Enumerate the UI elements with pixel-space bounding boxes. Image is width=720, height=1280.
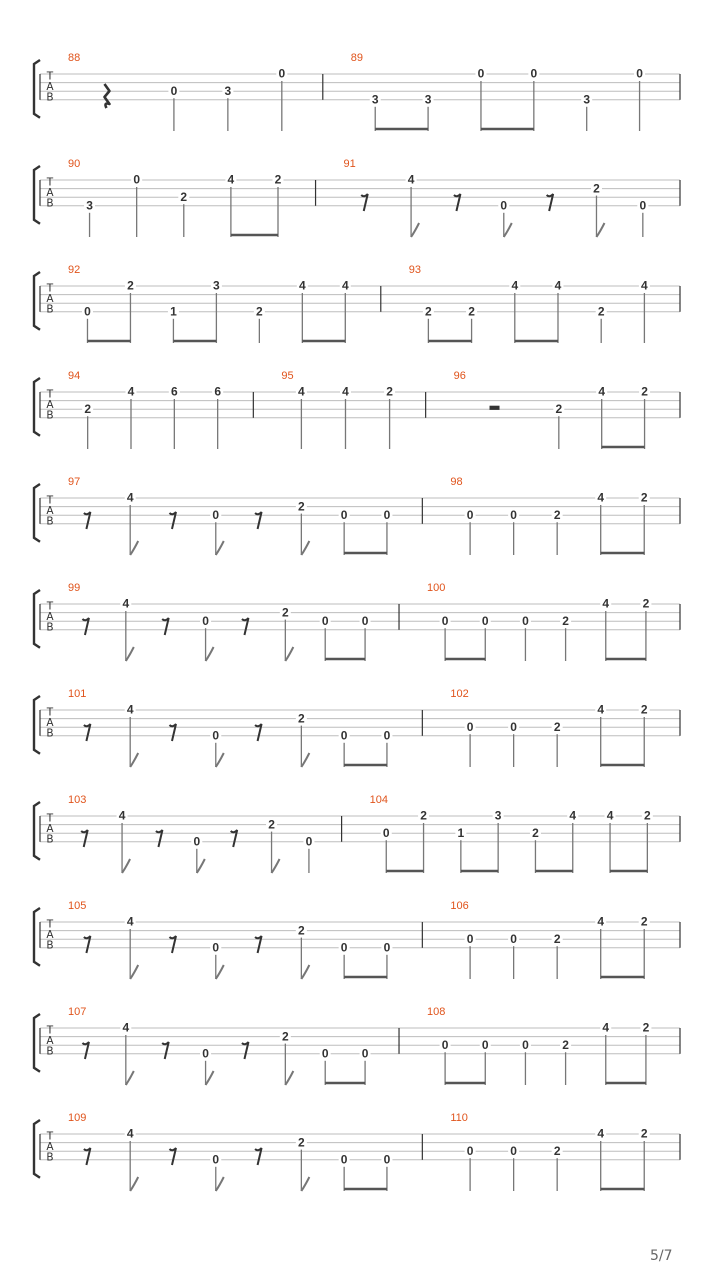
fret-number: 2 [640,914,648,929]
fret-number: 4 [227,172,235,187]
tab-clef-letter: T [46,600,54,613]
fret-number: 4 [598,384,606,399]
tab-clef-letter: A [46,187,54,200]
eighth-flag [130,1177,138,1191]
fret-number: 2 [180,189,188,204]
eighth-rest [84,512,91,529]
fret-number: 6 [214,384,222,399]
fret-number: 0 [340,507,348,522]
tab-clef-letter: B [46,515,54,528]
fret-number: 2 [553,507,561,522]
tab-clef-letter: A [46,611,54,624]
fret-number: 0 [278,66,286,81]
eighth-rest [255,512,262,529]
fret-number: 0 [212,507,220,522]
fret-number: 2 [84,401,92,416]
fret-number: 2 [642,596,650,611]
fret-number: 1 [457,825,465,840]
measure-number: 89 [350,52,364,64]
fret-number: 4 [341,278,349,293]
eighth-flag [216,541,224,555]
fret-number: 0 [466,931,474,946]
tab-clef-letter: B [46,621,54,634]
fret-number: 4 [407,172,415,187]
fret-number: 0 [202,1046,209,1061]
fret-number: 0 [383,507,391,522]
eighth-rest [242,618,249,635]
fret-number: 0 [340,940,348,955]
eighth-flag [301,753,309,767]
tab-clef-letter: A [46,929,54,942]
eighth-rest [255,1148,262,1165]
fret-number: 2 [274,172,282,187]
tab-clef-letter: B [46,833,54,846]
system-bracket [34,1120,40,1178]
system-bracket [34,484,40,542]
eighth-rest [169,512,176,529]
fret-number: 0 [305,834,313,849]
fret-number: 2 [268,817,275,832]
fret-number: 3 [583,92,591,107]
fret-number: 1 [170,304,177,319]
measure-number: 107 [68,1006,87,1018]
eighth-flag [130,965,138,979]
eighth-rest [84,936,91,953]
eighth-flag [216,965,224,979]
fret-number: 2 [298,499,305,514]
fret-number: 0 [170,83,178,98]
measure-number: 103 [68,794,87,806]
fret-number: 2 [553,1143,561,1158]
measure-number: 105 [68,900,87,912]
fret-number: 2 [642,1020,650,1035]
fret-number: 0 [466,1143,474,1158]
measure-number: 88 [68,52,81,64]
tab-clef-letter: A [46,1035,54,1048]
fret-number: 0 [383,940,391,955]
fret-number: 4 [298,278,306,293]
eighth-flag [285,1071,293,1085]
fret-number: 2 [281,605,289,620]
fret-number: 2 [281,1029,289,1044]
fret-number: 4 [342,384,349,399]
fret-number: 2 [298,1135,305,1150]
fret-number: 0 [522,1037,529,1052]
measure-number: 98 [450,476,463,488]
eighth-rest [162,1042,169,1059]
fret-number: 2 [555,401,563,416]
system-bracket [34,378,40,436]
eighth-flag [130,753,138,767]
fret-number: 0 [193,834,201,849]
fret-number: 2 [593,181,600,196]
measure-number: 102 [450,688,469,700]
system-bracket [34,590,40,648]
eighth-rest [156,830,163,847]
tab-clef-letter: B [46,197,54,210]
system-bracket [34,696,40,754]
fret-number: 4 [597,702,605,717]
fret-number: 2 [298,923,305,938]
measure-number: 110 [450,1112,468,1124]
eighth-rest [361,194,368,211]
tab-clef-letter: T [46,918,54,931]
eighth-rest [169,1148,176,1165]
tab-clef-letter: A [46,823,54,836]
system-bracket [34,272,40,330]
fret-number: 0 [340,728,348,743]
fret-number: 4 [122,596,130,611]
fret-number: 3 [371,92,379,107]
measure-number: 100 [427,582,446,594]
eighth-flag [301,1177,309,1191]
tab-clef-letter: T [46,70,54,83]
eighth-flag [301,965,309,979]
tab-clef-letter: T [46,176,54,189]
fret-number: 0 [212,1152,220,1167]
fret-number: 2 [425,304,432,319]
half-rest [490,406,500,410]
fret-number: 2 [127,278,134,293]
fret-number: 0 [477,66,485,81]
fret-number: 3 [424,92,432,107]
eighth-rest [231,830,238,847]
system-bracket [34,908,40,966]
measure-number: 94 [68,370,81,382]
fret-number: 0 [481,1037,489,1052]
eighth-flag [411,223,419,237]
tab-clef-letter: T [46,1130,54,1143]
tab-clef-letter: A [46,81,54,94]
fret-number: 0 [441,613,449,628]
fret-number: 4 [602,596,610,611]
measure-number: 96 [453,370,466,382]
fret-number: 4 [126,914,134,929]
eighth-rest [81,830,88,847]
eighth-flag [126,1071,134,1085]
tab-clef-letter: T [46,388,54,401]
fret-number: 2 [256,304,263,319]
fret-number: 0 [636,66,643,81]
eighth-flag [130,541,138,555]
measure-number: 97 [68,476,81,488]
fret-number: 4 [606,808,614,823]
eighth-flag [122,859,130,873]
fret-number: 0 [466,719,474,734]
fret-number: 0 [510,931,517,946]
fret-number: 0 [466,507,474,522]
measure-number: 90 [68,158,81,170]
fret-number: 2 [640,702,648,717]
eighth-flag [206,1071,214,1085]
eighth-flag [206,647,214,661]
fret-number: 2 [386,384,393,399]
fret-number: 2 [553,719,561,734]
fret-number: 0 [321,1046,329,1061]
eighth-flag [504,223,512,237]
fret-number: 0 [500,198,508,213]
fret-number: 4 [597,914,605,929]
system-bracket [34,60,40,118]
eighth-rest [84,724,91,741]
system-bracket [34,802,40,860]
fret-number: 2 [640,1126,648,1141]
fret-number: 4 [641,278,648,293]
eighth-flag [197,859,205,873]
fret-number: 4 [602,1020,610,1035]
tab-clef-letter: T [46,1024,54,1037]
fret-number: 0 [133,172,141,187]
tab-clef-letter: T [46,282,54,295]
fret-number: 0 [510,719,517,734]
eighth-rest [82,1042,89,1059]
fret-number: 0 [84,304,91,319]
fret-number: 2 [420,808,427,823]
eighth-rest [169,936,176,953]
measure-number: 93 [408,264,422,276]
eighth-flag [301,541,309,555]
eighth-rest [162,618,169,635]
fret-number: 0 [212,940,220,955]
fret-number: 0 [383,728,391,743]
fret-number: 4 [597,1126,605,1141]
eighth-rest [454,194,461,211]
measure-number: 99 [68,582,81,594]
eighth-rest [547,194,554,211]
fret-number: 4 [126,702,134,717]
tab-clef-letter: A [46,293,54,306]
fret-number: 3 [224,83,232,98]
fret-number: 2 [597,304,605,319]
measure-number: 109 [68,1112,87,1124]
fret-number: 3 [213,278,220,293]
fret-number: 4 [511,278,519,293]
fret-number: 4 [569,808,577,823]
tab-clef-letter: A [46,399,54,412]
eighth-flag [596,223,604,237]
eighth-rest [255,936,262,953]
tab-clef-letter: T [46,812,54,825]
fret-number: 2 [468,304,475,319]
tab-clef-letter: B [46,939,54,952]
fret-number: 0 [639,198,647,213]
system-bracket [34,166,40,224]
tab-clef-letter: B [46,1151,54,1164]
fret-number: 0 [383,1152,391,1167]
fret-number: 0 [321,613,329,628]
eighth-rest [84,1148,91,1165]
tab-clef-letter: B [46,91,54,104]
fret-number: 0 [202,613,209,628]
fret-number: 2 [641,384,648,399]
tab-clef-letter: B [46,1045,54,1058]
fret-number: 4 [597,490,605,505]
fret-number: 0 [510,1143,517,1158]
fret-number: 2 [562,1037,569,1052]
fret-number: 4 [126,490,134,505]
tab-clef-letter: A [46,505,54,518]
measure-number: 108 [427,1006,446,1018]
measure-number: 104 [369,794,388,806]
measure-number: 92 [68,264,81,276]
fret-number: 3 [494,808,502,823]
fret-number: 2 [532,825,539,840]
fret-number: 2 [553,931,561,946]
measure-number: 91 [343,158,356,170]
fret-number: 0 [361,613,369,628]
eighth-rest [82,618,89,635]
tab-clef-letter: B [46,303,54,316]
system-bracket [34,1014,40,1072]
fret-number: 0 [382,825,390,840]
page-number: 5/7 [650,1248,673,1264]
eighth-rest [255,724,262,741]
eighth-rest [169,724,176,741]
fret-number: 0 [212,728,220,743]
eighth-flag [216,1177,224,1191]
measure-number: 106 [450,900,469,912]
fret-number: 2 [562,613,569,628]
fret-number: 3 [86,198,93,213]
fret-number: 2 [640,490,648,505]
eighth-flag [272,859,280,873]
fret-number: 4 [126,1126,134,1141]
fret-number: 0 [530,66,538,81]
measure-number: 101 [68,688,87,700]
tab-clef-letter: T [46,494,54,507]
quarter-rest [104,84,109,108]
fret-number: 0 [510,507,517,522]
tab-clef-letter: B [46,409,54,422]
fret-number: 0 [340,1152,348,1167]
fret-number: 4 [122,1020,130,1035]
eighth-flag [216,753,224,767]
fret-number: 6 [170,384,178,399]
tab-clef-letter: A [46,1141,54,1154]
tab-clef-letter: A [46,717,54,730]
tab-clef-letter: T [46,706,54,719]
eighth-flag [126,647,134,661]
eighth-rest [242,1042,249,1059]
eighth-flag [285,647,293,661]
measure-number: 95 [281,370,294,382]
fret-number: 4 [127,384,135,399]
fret-number: 0 [441,1037,449,1052]
fret-number: 2 [298,711,305,726]
fret-number: 0 [522,613,529,628]
fret-number: 2 [644,808,651,823]
fret-number: 0 [481,613,489,628]
fret-number: 4 [298,384,305,399]
tab-clef-letter: B [46,727,54,740]
fret-number: 4 [554,278,562,293]
fret-number: 0 [361,1046,369,1061]
fret-number: 4 [118,808,126,823]
